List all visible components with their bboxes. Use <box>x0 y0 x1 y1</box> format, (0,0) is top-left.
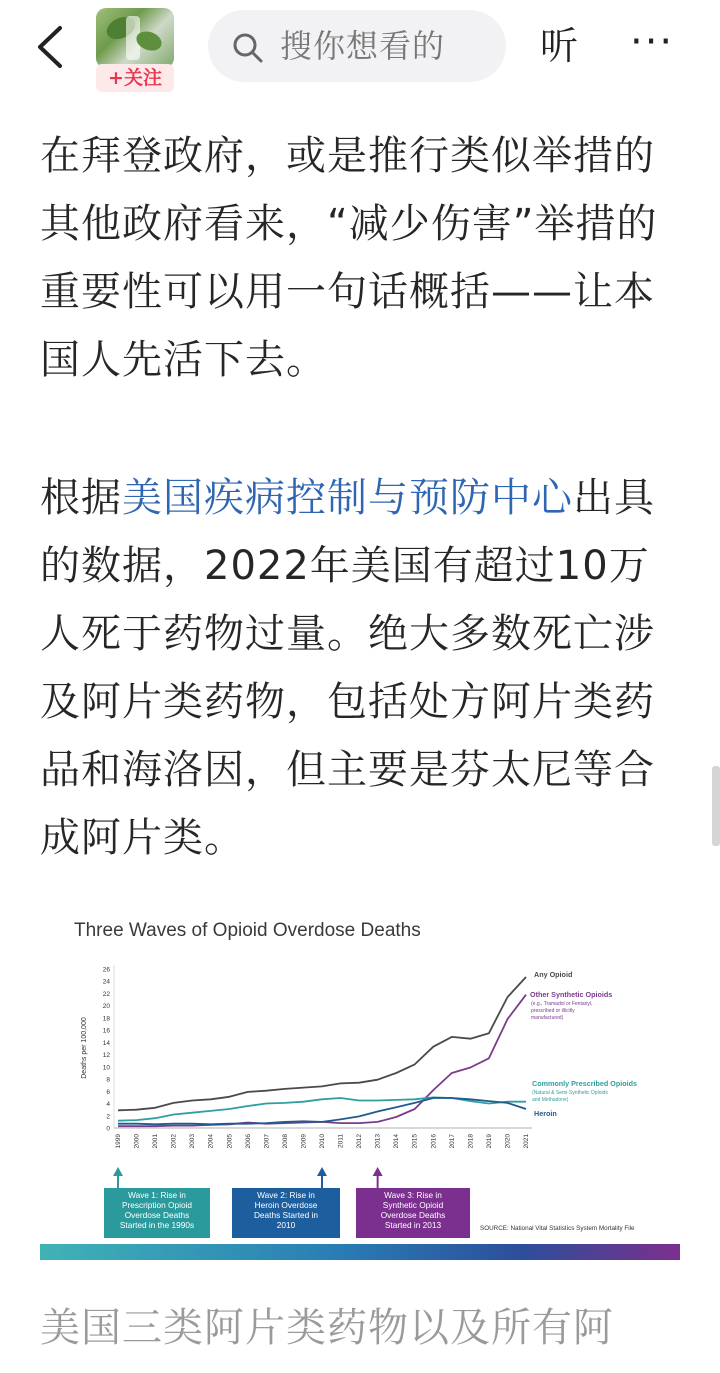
x-tick-label: 2008 <box>281 1134 289 1149</box>
x-tick-label: 2001 <box>152 1134 160 1149</box>
legend-note-other-synthetic: prescribed or illicitly <box>531 1008 575 1014</box>
article-paragraph-2 <box>40 464 688 872</box>
x-tick-label: 2000 <box>133 1134 141 1149</box>
chart-footer-gradient-bar <box>40 1244 680 1260</box>
chart-source: SOURCE: National Vital Statistics System Mortality File <box>480 1225 635 1232</box>
series-line-other-synthetic <box>118 995 526 1126</box>
y-tick-label: 8 <box>106 1076 110 1084</box>
legend-other-synthetic: Other Synthetic Opioids <box>530 990 613 999</box>
legend-note-other-synthetic: (e.g., Tramadol or Fentanyl, <box>531 1001 593 1007</box>
wave-3-box-label: Synthetic Opioid <box>382 1200 444 1210</box>
search-box[interactable] <box>208 10 506 82</box>
x-tick-label: 2013 <box>374 1134 382 1149</box>
listen-button[interactable]: 听 <box>540 24 579 68</box>
wave-2-box-label: Heroin Overdose <box>254 1200 318 1210</box>
y-tick-label: 18 <box>102 1015 110 1023</box>
wave-3-box-label: Started in 2013 <box>384 1220 442 1230</box>
x-tick-label: 2012 <box>356 1134 364 1149</box>
y-tick-label: 2 <box>106 1113 110 1121</box>
paragraph-text: 根据 <box>40 475 122 521</box>
author-avatar-group[interactable] <box>94 8 176 88</box>
legend-note-prescribed: (Natural & Semi-Synthetic Opioids <box>532 1090 608 1096</box>
x-tick-label: 2015 <box>411 1134 419 1149</box>
legend-note-other-synthetic: manufactured) <box>531 1015 564 1021</box>
y-tick-label: 10 <box>102 1064 110 1072</box>
wave-arrow-head <box>373 1167 383 1176</box>
more-menu-button[interactable]: ··· <box>630 19 675 65</box>
opioid-chart-figure <box>40 896 680 1262</box>
back-arrow-icon[interactable] <box>30 22 70 72</box>
x-tick-label: 2005 <box>226 1134 234 1149</box>
legend-note-prescribed: and Methadone) <box>532 1097 569 1103</box>
wave-1-box-label: Wave 1: Rise in <box>128 1190 186 1200</box>
x-tick-label: 2021 <box>523 1134 530 1149</box>
top-bar <box>0 0 720 96</box>
x-tick-label: 1999 <box>115 1134 122 1149</box>
search-placeholder: 搜你想看的 <box>280 27 446 65</box>
x-tick-label: 2009 <box>300 1134 308 1149</box>
y-tick-label: 26 <box>102 966 110 974</box>
x-tick-label: 2003 <box>189 1134 197 1149</box>
article-paragraph-1: 在拜登政府，或是推行类似举措的其他政府看来，“减少伤害”举措的重要性可以用一句话概括——让本国人先活下去。 <box>40 133 658 383</box>
y-tick-label: 4 <box>106 1101 110 1109</box>
legend-any-opioid: Any Opioid <box>534 970 573 979</box>
wave-3-box-label: Overdose Deaths <box>380 1210 446 1220</box>
y-tick-label: 12 <box>102 1052 110 1060</box>
wave-2-box-label: Deaths Started in <box>253 1210 319 1220</box>
x-tick-label: 2007 <box>263 1134 271 1149</box>
y-tick-label: 14 <box>102 1039 110 1047</box>
series-line-prescribed <box>118 1097 526 1120</box>
wave-3-box-label: Wave 3: Rise in <box>384 1190 442 1200</box>
wave-arrow-head <box>317 1167 327 1176</box>
wave-1-box-label: Overdose Deaths <box>124 1210 190 1220</box>
y-tick-label: 22 <box>102 990 110 998</box>
x-tick-label: 2002 <box>170 1134 178 1149</box>
author-avatar[interactable] <box>96 8 174 68</box>
x-tick-label: 2004 <box>207 1134 215 1149</box>
figure-caption: 美国三类阿片类药物以及所有阿 <box>40 1305 614 1351</box>
y-tick-label: 0 <box>106 1125 110 1133</box>
wave-2-box-label: 2010 <box>276 1220 296 1230</box>
chart-title: Three Waves of Opioid Overdose Deaths <box>74 920 421 941</box>
y-tick-label: 6 <box>106 1088 110 1096</box>
x-tick-label: 2006 <box>244 1134 252 1149</box>
opioid-chart <box>40 896 680 1262</box>
wave-2-box-label: Wave 2: Rise in <box>257 1190 315 1200</box>
y-axis-label: Deaths per 100,000 <box>81 1017 88 1079</box>
paragraph-text: 出具的数据，2022年美国有超过10万人死于药物过量。绝大多数死亡涉及阿片类药物，包括处方阿片类药品和海洛因，但主要是芬太尼等合成阿片类。 <box>40 475 655 861</box>
cdc-link[interactable]: 美国疾病控制与预防中心 <box>122 475 573 521</box>
x-tick-label: 2014 <box>393 1134 401 1149</box>
y-tick-label: 20 <box>102 1003 110 1011</box>
x-tick-label: 2018 <box>467 1134 475 1149</box>
wave-1-box-label: Prescription Opioid <box>121 1200 193 1210</box>
y-tick-label: 24 <box>102 978 110 986</box>
scrollbar[interactable] <box>712 766 720 846</box>
follow-button[interactable]: +关注 <box>96 64 174 92</box>
y-tick-label: 16 <box>102 1027 110 1035</box>
series-line-any-opioid <box>118 977 526 1110</box>
wave-arrow-head <box>113 1167 123 1176</box>
search-icon <box>232 32 264 64</box>
x-tick-label: 2019 <box>485 1134 493 1149</box>
x-tick-label: 2020 <box>504 1134 512 1149</box>
x-tick-label: 2016 <box>430 1134 438 1149</box>
legend-heroin: Heroin <box>534 1109 557 1118</box>
x-tick-label: 2017 <box>448 1134 456 1149</box>
x-tick-label: 2011 <box>337 1134 345 1148</box>
legend-prescribed: Commonly Prescribed Opioids <box>532 1079 638 1088</box>
x-tick-label: 2010 <box>319 1134 326 1149</box>
wave-1-box-label: Started in the 1990s <box>119 1220 195 1230</box>
